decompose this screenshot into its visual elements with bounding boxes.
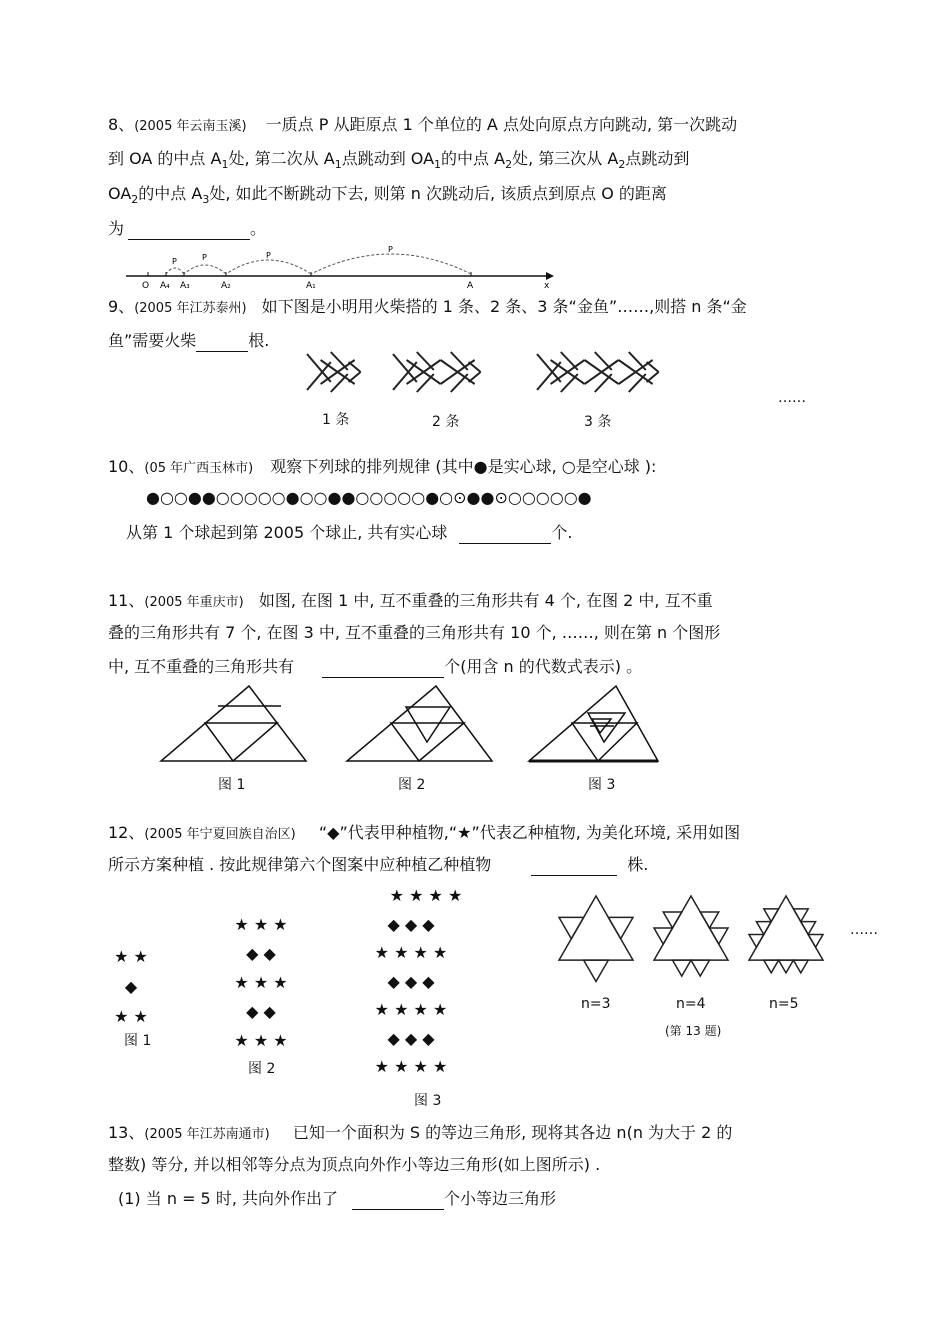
q8-text-3b: 的中点 A [138,184,203,203]
q10-line-1 [108,456,656,480]
q10-text-3a: 从第 1 个球起到第 2005 个球止, 共有实心球 [126,523,448,542]
q8-text-2d: 的中点 A [441,149,506,168]
q8-number-line-figure [126,240,556,290]
q12-pattern-row: ★ ★ ★ ★ [389,886,463,905]
q12-caption-1: 图 1 [124,1033,152,1049]
q9-text-2b: 根. [248,331,270,350]
q9-matchstick-fish-figure [305,340,725,410]
matchstick [469,362,481,372]
q8-sub: 1 [434,158,442,172]
matchstick [307,362,331,390]
q11-number: 11、 [108,591,145,610]
q11-text-1: 如图, 在图 1 中, 互不重叠的三角形共有 4 个, 在图 2 中, 互不重 [258,591,713,610]
q8-text-4b: 。 [250,219,267,238]
q8-sub: 1 [334,158,342,172]
triangle-outline [793,960,808,973]
q12-pattern-row: ★ ★ [114,947,148,966]
q8-sub: 2 [618,158,626,172]
q8-text-2a: 到 OA 的中点 A [108,149,222,168]
q8-text-2c: 点跳动到 OA [341,149,435,168]
q11-text-3a: 中, 互不重叠的三角形共有 [108,657,295,676]
q13-line-2: 整数) 等分, 并以相邻等分点为顶点向外作小等边三角形(如上图所示) . [108,1155,601,1174]
matchstick [647,362,659,372]
q8-number: 8、 [108,115,135,134]
q10-answer-blank[interactable] [459,525,551,544]
q9-number: 9、 [108,297,135,316]
q13-text-3b: 个小等边三角形 [444,1189,557,1208]
triangle-outline [764,909,779,922]
q12-line-2 [108,854,648,876]
matchstick [307,354,331,382]
q8-line-4 [108,218,266,240]
q8-axis-a3: A₃ [180,281,190,291]
q12-pattern-row: ◆ ◆ ◆ [387,971,435,991]
q13-triangle-figures [550,888,840,988]
q12-line-1 [108,822,740,846]
q11-caption-1: 图 1 [218,777,246,793]
q9-caption-2: 2 条 [432,414,460,430]
q12-text-2b: 株. [627,855,649,874]
q10-number: 10、 [108,457,145,476]
matchstick [561,374,578,392]
matchstick [451,352,468,370]
q8-sub: 2 [505,158,513,172]
q12-text-1: “◆”代表甲种植物,“★”代表乙种植物, 为美化环境, 采用如图 [318,823,741,842]
triangle-outline [663,912,682,928]
matchstick [393,354,417,382]
q11-line-2: 叠的三角形共有 7 个, 在图 3 中, 互不重叠的三角形共有 10 个, ……, 则在第 n 个图形 [108,623,721,642]
q11-caption-2: 图 2 [398,777,426,793]
triangle-outline [779,960,794,973]
matchstick [595,352,612,370]
matchstick [393,362,417,390]
q13-label-n5: n=5 [769,996,799,1012]
q10-line-3 [126,522,573,544]
matchstick [469,372,481,382]
q8-sub: 3 [202,193,210,207]
q13-answer-blank[interactable] [352,1191,444,1210]
triangle-outline [700,912,719,928]
q13-label-n4: n=4 [676,996,706,1012]
matchstick [537,362,561,390]
q11-source: (2005 年重庆市) [144,595,244,610]
q8-point-label: P [202,253,207,262]
triangle-outline [559,896,633,960]
q9-ellipsis: …… [778,390,806,406]
q12-text-2a: 所示方案种植 . 按此规律第六个图案中应种植乙种植物 [108,855,492,874]
triangle-outline [710,928,729,944]
q11-caption-3: 图 3 [588,777,616,793]
q9-source: (2005 年江苏泰州) [134,301,247,316]
matchstick [629,352,646,370]
q8-axis-a1: A₁ [306,281,316,291]
matchstick [331,374,348,392]
q8-axis-x: x [544,281,550,291]
matchstick [349,362,361,372]
q9-caption-1: 1 条 [322,412,350,428]
q13-number: 13、 [108,1123,145,1142]
q11-figure-2 [346,685,496,763]
q9-line-1 [108,296,747,320]
q12-source: (2005 年宁夏回族自治区) [144,827,296,842]
matchstick [537,354,561,382]
q11-line-1 [108,590,713,614]
q12-pattern-row: ◆ [124,977,138,996]
q12-pattern-row: ◆ ◆ ◆ [387,1028,435,1048]
q8-point-label: P [266,251,271,260]
q12-pattern-1 [108,942,154,1032]
q12-pattern-3 [346,882,476,1082]
q8-point-label: P [172,257,177,266]
triangle-outline [801,922,816,935]
q10-text-1: 观察下列球的排列规律 (其中●是实心球, ○是空心球 ): [270,457,657,476]
q12-pattern-row: ★ ★ ★ [234,973,288,992]
q12-answer-blank[interactable] [531,857,617,876]
q8-axis-o: O [142,281,150,291]
triangle-outline [749,934,764,947]
matchstick [417,352,434,370]
q9-text-2a: 鱼”需要火柴 [108,331,197,350]
triangle-outline [808,934,823,947]
q13-line-1 [108,1122,732,1146]
q9-line-2 [108,330,269,352]
q10-source: (05 年广西玉林市) [144,461,254,476]
q12-pattern-row: ◆ ◆ [246,1002,276,1021]
triangle-outline [691,960,710,976]
q12-caption-3: 图 3 [414,1093,442,1109]
q12-caption-2: 图 2 [248,1061,276,1077]
q8-text-1: 一质点 P 从距原点 1 个单位的 A 点处向原点方向跳动, 第一次跳动 [265,115,738,134]
triangle-outline [793,909,808,922]
q12-pattern-row: ◆ ◆ ◆ [387,914,435,934]
q9-caption-3: 3 条 [584,414,612,430]
q13-label-n3: n=3 [581,996,611,1012]
q10-ball-sequence: ●○○●●○○○○○●○○●●○○○○○●○⊙●●⊙○○○○○● [146,488,592,507]
q11-figure-3 [528,685,678,763]
matchstick [417,374,434,392]
q8-answer-blank[interactable] [128,221,250,240]
q8-text-3a: OA [108,184,132,203]
q13-text-1: 已知一个面积为 S 的等边三角形, 现将其各边 n(n 为大于 2 的 [292,1123,733,1142]
q11-answer-blank[interactable] [322,659,444,678]
q8-text-2e: 处, 第三次从 A [512,149,619,168]
q12-number: 12、 [108,823,145,842]
matchstick [629,374,646,392]
q12-pattern-row: ★ ★ ★ [234,915,288,934]
q8-axis-a: A [467,281,474,291]
q13-line-3 [118,1188,556,1210]
q13-figure-note: (第 13 题) [665,1024,722,1038]
q8-axis-a2: A₂ [221,281,231,291]
q9-text-1: 如下图是小明用火柴搭的 1 条、2 条、3 条“金鱼”……,则搭 n 条“金 [261,297,747,316]
triangle-outline [764,960,779,973]
q8-text-3c: 处, 如此不断跳动下去, 则第 n 次跳动后, 该质点到原点 O 的距离 [209,184,667,203]
triangle-outline [654,928,673,944]
q11-figure-1 [160,685,310,763]
q13-text-3a: (1) 当 n = 5 时, 共向外作出了 [118,1189,338,1208]
q8-axis-a4: A₄ [160,281,170,291]
triangle-outline [756,922,771,935]
matchstick [451,374,468,392]
matchstick [561,352,578,370]
q11-text-3b: 个(用含 n 的代数式表示) 。 [444,657,643,676]
triangle-outline [584,960,609,981]
q8-line-3 [108,183,667,211]
triangle-outline [559,917,584,938]
q11-line-3 [108,656,642,678]
q8-point-label: P [388,245,393,254]
q12-pattern-row: ★ ★ [114,1007,148,1026]
q9-answer-blank[interactable] [196,333,248,352]
triangle-outline [673,960,692,976]
q8-sub: 1 [221,158,229,172]
q8-text-2b: 处, 第二次从 A [228,149,335,168]
q10-text-3b: 个. [551,523,573,542]
matchstick [595,374,612,392]
q8-text-2f: 点跳动到 [625,149,690,168]
q8-line-2 [108,148,689,176]
q12-pattern-row: ★ ★ ★ ★ [374,1000,448,1019]
q8-text-4a: 为 [108,219,125,238]
matchstick [647,372,659,382]
q8-sub: 2 [131,193,139,207]
q12-pattern-row: ◆ ◆ [246,944,276,963]
q12-pattern-row: ★ ★ ★ [234,1031,288,1050]
q12-pattern-row: ★ ★ ★ ★ [374,1057,448,1076]
matchstick [349,372,361,382]
q13-ellipsis: …… [850,922,878,938]
triangle-outline [608,917,633,938]
q12-pattern-row: ★ ★ ★ ★ [374,943,448,962]
q13-source: (2005 年江苏南通市) [144,1127,270,1142]
matchstick [331,352,348,370]
q12-pattern-2 [218,910,304,1055]
q8-source: (2005 年云南玉溪) [134,119,247,134]
q8-line-1 [108,114,737,138]
